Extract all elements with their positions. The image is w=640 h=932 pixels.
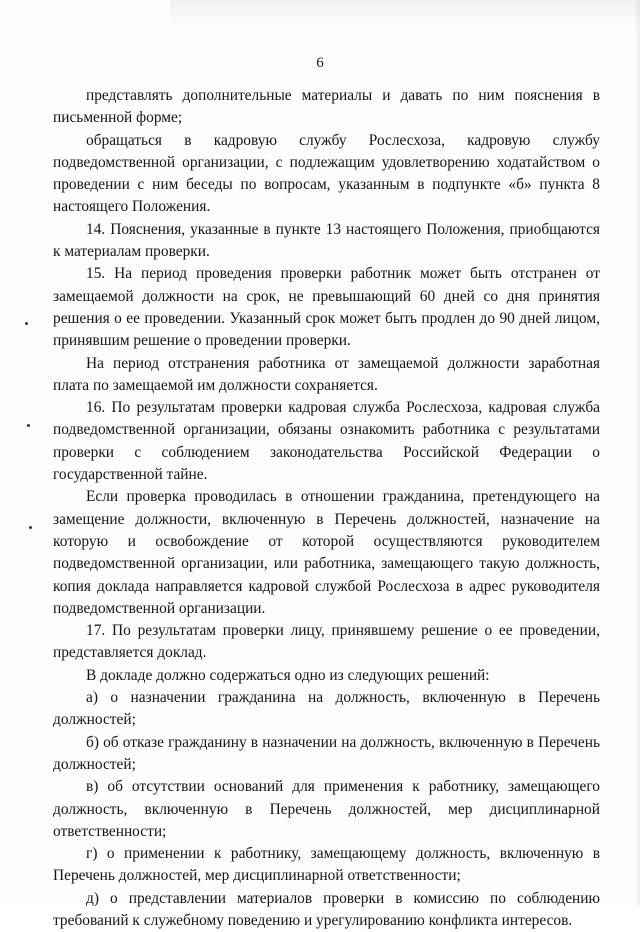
paragraph: 15. На период проведения проверки работник может быть отстранен от замещаемой должности на срок, не превышающий 60 дней со дня принятия решения о ее проведении. Указанный срок может быть продлен до 90 дней лицом, принявшим решение о проведении проверки. — [53, 265, 600, 350]
paragraph: б) об отказе гражданину в назначении на должность, включенную в Перечень должностей; — [53, 733, 600, 773]
scan-edge-shadow — [634, 0, 640, 905]
scan-speck — [29, 526, 32, 529]
paragraph: Если проверка проводилась в отношении гражданина, претендующего на замещение должности, включенную в Перечень должностей, назначение на которую и освобождение от которой осуществляются руководителем подведомственной организации, или работника, замещающего такую должность, копия доклада направляется кадровой службой Рослесхоза в адрес руководителя подведомственной организации. — [53, 488, 600, 617]
paragraph: а) о назначении гражданина на должность, включенную в Перечень должностей; — [53, 689, 600, 729]
paragraph: 17. По результатам проверки лицу, принявшему решение о ее проведении, представляется доклад. — [53, 622, 600, 662]
paragraph: 16. По результатам проверки кадровая служба Рослесхоза, кадровая служба подведомственной организации, обязаны ознакомить работника с результатами проверки с соблюдением законодательства Российской Федерации о государственной тайне. — [53, 399, 600, 484]
paragraph: 14. Пояснения, указанные в пункте 13 настоящего Положения, приобщаются к материалам проверки. — [53, 220, 600, 261]
paragraph: обращаться в кадровую службу Рослесхоза, кадровую службу подведомственной организации, с подлежащим удовлетворению ходатайством о проведении с ним беседы по вопросам, указанным в подпункте «б» пункта 8 настоящего Положения. — [53, 131, 600, 216]
document-body — [53, 85, 600, 932]
scan-shadow — [170, 0, 640, 28]
paragraph: г) о применении к работнику, замещающему должность, включенную в Перечень должностей, мер дисциплинарной ответственности; — [53, 845, 600, 885]
paragraph: На период отстранения работника от замещаемой должности заработная плата по замещаемой им должности сохраняется. — [53, 354, 600, 394]
paragraph: в) об отсутствии оснований для применения к работнику, замещающего должность, включенную в Перечень должностей, мер дисциплинарной ответственности; — [53, 778, 600, 840]
page-number: 6 — [316, 55, 324, 71]
paragraph: представлять дополнительные материалы и давать по ним пояснения в письменной форме; — [53, 87, 600, 127]
scan-speck — [27, 424, 30, 427]
paragraph: В докладе должно содержаться одно из следующих решений: — [86, 666, 490, 684]
scan-speck — [25, 322, 28, 325]
paragraph: д) о представлении материалов проверки в комиссию по соблюдению требований к служебному поведению и урегулированию конфликта интересов. — [53, 889, 600, 929]
